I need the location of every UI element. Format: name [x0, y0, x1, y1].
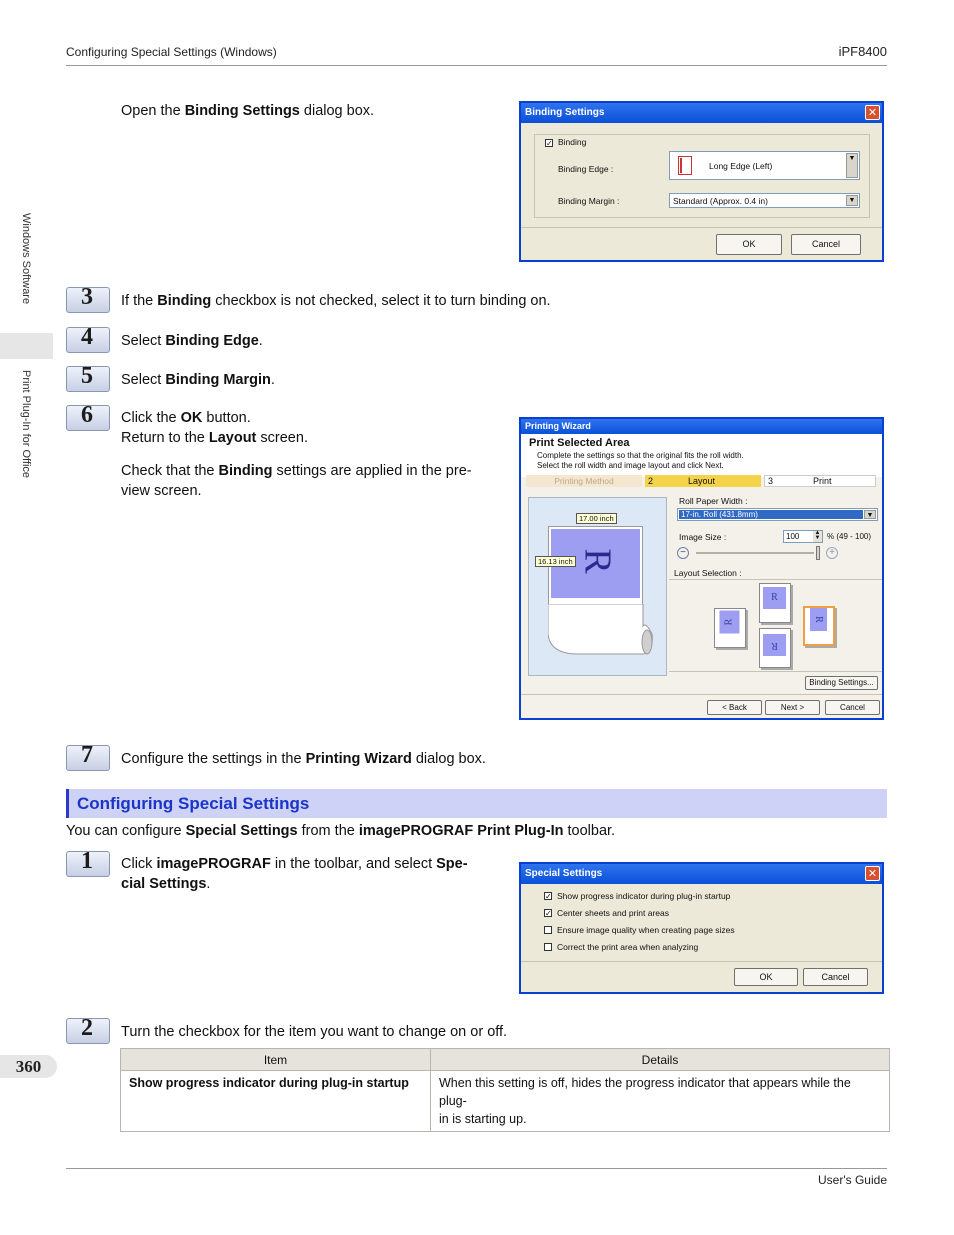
step-badge-7: 7 [66, 745, 110, 771]
binding-checkbox-label: Binding [558, 137, 587, 147]
binding-edge-select[interactable] [669, 151, 860, 180]
binding-edge-icon [678, 156, 692, 175]
wizard-desc-2: Select the roll width and image layout and click Next. [537, 461, 724, 470]
dialog-title-bar [521, 103, 882, 123]
step-6-text: Click the OK button. Return to the Layout screen. Check that the Binding settings are applied in the pre- view screen. [121, 410, 472, 499]
binding-checkbox[interactable]: ✓ [546, 139, 553, 148]
dialog-title-bar [521, 864, 882, 884]
wizard-desc-1: Complete the settings so that the original fits the roll width. [537, 451, 744, 460]
column-header-details: Details [431, 1049, 890, 1071]
roll-paper-curl [548, 604, 655, 655]
settings-table [120, 1048, 890, 1132]
tab-layout[interactable]: 2 Layout [645, 475, 761, 487]
header-rule [66, 65, 887, 66]
layout-divider-bottom [669, 671, 882, 672]
cancel-button[interactable]: Cancel [791, 234, 861, 255]
zoom-in-icon[interactable]: + [826, 547, 838, 559]
layout-selection-label: Layout Selection : [674, 568, 742, 578]
footer-rule [66, 1168, 887, 1169]
side-tab-band [0, 333, 53, 359]
table-row [121, 1071, 890, 1132]
preview-letter: R [576, 548, 619, 574]
slider-thumb[interactable] [816, 546, 820, 560]
step-badge-1: 1 [66, 851, 110, 877]
step-7-text: Configure the settings in the Printing Wizard dialog box. [121, 751, 486, 767]
label-show-progress: Show progress indicator during plug-in startup [557, 891, 731, 901]
close-icon[interactable]: ✕ [865, 105, 880, 120]
step-badge-6: 6 [66, 405, 110, 431]
step-1-text: Click imagePROGRAF in the toolbar, and select Spe- cial Settings. [121, 856, 468, 892]
binding-settings-dialog [519, 101, 884, 262]
ok-button[interactable]: OK [734, 968, 798, 986]
roll-width-select[interactable] [677, 508, 878, 521]
label-center-sheets: Center sheets and print areas [557, 908, 669, 918]
step-2-text: Turn the checkbox for the item you want to change on or off. [121, 1024, 508, 1040]
close-icon[interactable]: ✕ [865, 866, 880, 881]
layout-preview [528, 497, 667, 676]
tab-print[interactable]: 3 Print [764, 475, 876, 487]
back-button[interactable]: < Back [707, 700, 762, 715]
section-title: Configuring Special Settings [77, 794, 310, 813]
roll-width-label: Roll Paper Width : [679, 496, 748, 506]
special-settings-dialog [519, 862, 884, 994]
binding-settings-button[interactable]: Binding Settings... [805, 676, 878, 690]
step-badge-4: 4 [66, 327, 110, 353]
roll-width-value: 17-in. Roll (431.8mm) [681, 510, 758, 519]
step-5-text: Select Binding Margin. [121, 372, 275, 388]
image-size-label: Image Size : [679, 532, 727, 542]
binding-margin-value: Standard (Approx. 0.4 in) [673, 196, 768, 206]
binding-margin-label: Binding Margin : [558, 196, 620, 206]
chevron-down-icon: ▼ [846, 153, 858, 178]
image-size-slider[interactable] [696, 552, 814, 554]
layout-option-rotate-left[interactable]: R [714, 608, 746, 648]
step-badge-5: 5 [66, 366, 110, 392]
tab-printing-method[interactable]: Printing Method [526, 475, 642, 487]
dialog-title: Special Settings [525, 868, 603, 879]
printing-wizard-dialog [519, 417, 884, 720]
section-description: You can configure Special Settings from the imagePROGRAF Print Plug-In toolbar. [66, 823, 616, 839]
step-4-text: Select Binding Edge. [121, 333, 263, 349]
layout-divider [669, 579, 882, 580]
checkbox-ensure-quality[interactable] [544, 926, 552, 934]
layout-option-rotate-right-selected[interactable]: R [803, 606, 835, 646]
dialog-divider [521, 694, 882, 695]
image-size-input[interactable] [783, 530, 823, 543]
label-correct-print-area: Correct the print area when analyzing [557, 942, 699, 952]
image-size-value: 100 [786, 532, 800, 541]
dialog-divider [521, 227, 882, 228]
height-dimension-label: 16.13 inch [535, 556, 576, 567]
step-badge-3: 3 [66, 287, 110, 313]
binding-edge-value: Long Edge (Left) [709, 161, 773, 171]
step-3-text: If the Binding checkbox is not checked, select it to turn binding on. [121, 293, 551, 309]
column-header-item: Item [121, 1049, 431, 1071]
step-badge-2: 2 [66, 1018, 110, 1044]
wizard-heading: Print Selected Area [529, 437, 630, 449]
checkbox-show-progress[interactable]: ✓ [545, 892, 552, 901]
checkbox-correct-print-area[interactable] [544, 943, 552, 951]
dialog-title-bar [521, 419, 882, 434]
table-cell-details: When this setting is off, hides the progress indicator that appears while the plug- in is starting up. [431, 1071, 890, 1132]
binding-edge-label: Binding Edge : [558, 164, 614, 174]
dialog-title: Binding Settings [525, 107, 605, 118]
chevron-down-icon: ▼ [864, 510, 876, 519]
image-size-range: % (49 - 100) [827, 532, 872, 541]
footer-guide-label: User's Guide [818, 1173, 887, 1187]
cancel-button[interactable]: Cancel [803, 968, 868, 986]
dialog-divider [521, 961, 882, 962]
zoom-out-icon[interactable]: − [677, 547, 689, 559]
ok-button[interactable]: OK [716, 234, 782, 255]
checkbox-center-sheets[interactable]: ✓ [545, 909, 552, 918]
label-ensure-quality: Ensure image quality when creating page sizes [557, 925, 735, 935]
table-cell-item: Show progress indicator during plug-in startup [121, 1071, 431, 1132]
next-button[interactable]: Next > [765, 700, 820, 715]
running-header-model: iPF8400 [838, 44, 887, 59]
layout-option-portrait[interactable]: R [759, 583, 791, 623]
side-label-windows-software: Windows Software [20, 213, 32, 305]
table-header-row [121, 1049, 890, 1071]
intro-text: Open the Binding Settings dialog box. [121, 103, 375, 119]
dialog-title: Printing Wizard [525, 421, 591, 431]
binding-margin-select[interactable] [669, 193, 860, 208]
chevron-down-icon: ▼ [846, 195, 858, 206]
side-label-print-plugin: Print Plug-In for Office [20, 370, 32, 479]
cancel-button[interactable]: Cancel [825, 700, 880, 715]
section-heading-bar [66, 789, 887, 818]
width-dimension-label: 17.00 inch [576, 513, 617, 524]
layout-option-upside-down[interactable]: R [759, 628, 791, 668]
spinner-icon[interactable]: ▲ ▼ [814, 530, 821, 541]
running-header-section: Configuring Special Settings (Windows) [66, 45, 277, 59]
page-number: 360 [0, 1055, 57, 1078]
